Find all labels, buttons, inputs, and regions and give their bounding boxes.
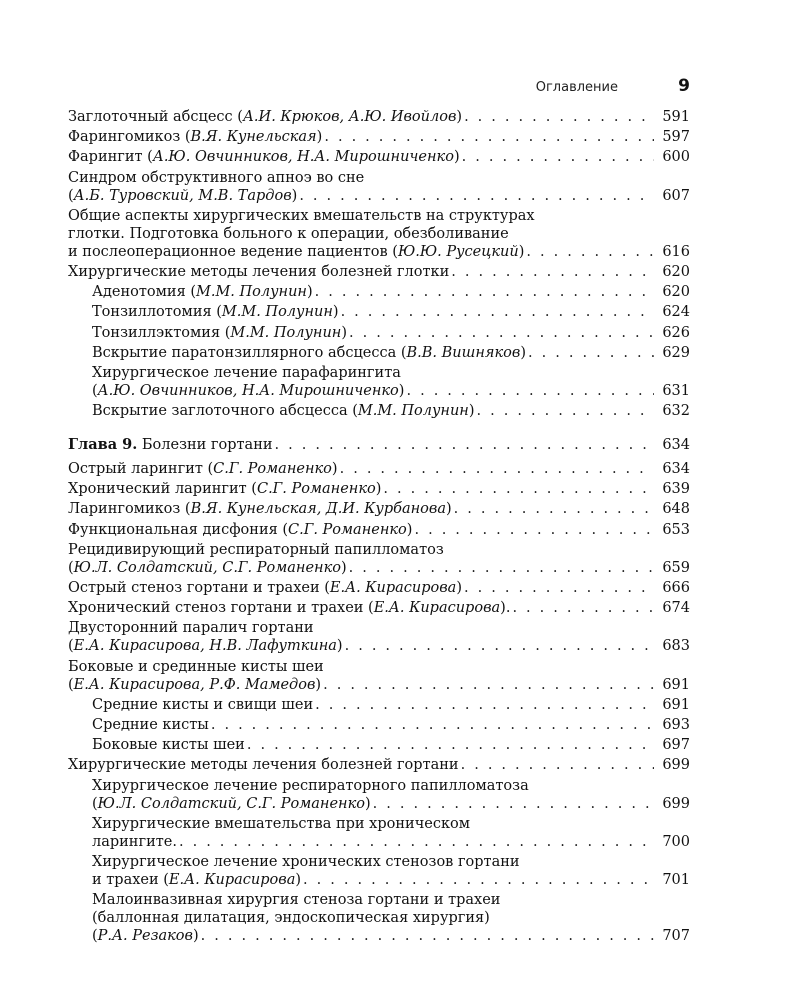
toc-entry-title bbox=[68, 559, 347, 577]
toc-entry-title bbox=[68, 637, 343, 655]
toc-subentry bbox=[68, 283, 690, 301]
toc-entry-text: Заглоточный абсцесс ( bbox=[68, 109, 243, 125]
toc-entry-title-line: Хирургические вмешательства при хроническом bbox=[92, 815, 471, 832]
toc-page-number: 634 bbox=[662, 461, 690, 478]
toc-entry-text: Средние кисты bbox=[92, 716, 209, 733]
running-header bbox=[68, 76, 690, 108]
toc-entry-text: Фарингомикоз ( bbox=[68, 129, 191, 146]
toc-entry-text-end: ) bbox=[518, 243, 525, 260]
toc-entry-title bbox=[92, 283, 313, 301]
toc-entry-text-end: ) bbox=[316, 129, 323, 146]
toc-entry-title bbox=[92, 716, 209, 734]
toc-entry-authors: В.Я. Кунельская, Д.И. Курбанова bbox=[190, 501, 446, 518]
toc-entry-title bbox=[68, 521, 412, 539]
toc-entry-text-end: ) bbox=[456, 580, 462, 596]
toc-entry bbox=[68, 263, 690, 281]
toc-entry-title bbox=[92, 324, 347, 342]
toc-entry-text-end: ) bbox=[453, 149, 460, 166]
toc-page-number: 674 bbox=[662, 600, 690, 617]
toc-page-number: 693 bbox=[662, 716, 690, 733]
toc-page-number: 624 bbox=[662, 304, 690, 321]
dot-leader bbox=[299, 187, 654, 205]
dot-leader bbox=[341, 303, 654, 321]
toc-subentry bbox=[68, 891, 690, 945]
toc-page-number: 683 bbox=[662, 638, 690, 655]
toc-entry-text: Острый стеноз гортани и трахеи ( bbox=[68, 580, 330, 596]
toc-entry-text: ларингите. bbox=[92, 833, 177, 850]
toc-entry-authors: М.М. Полунин bbox=[230, 324, 342, 341]
toc-entry-text-end: ). bbox=[500, 600, 511, 617]
toc-entry-text: ( bbox=[68, 187, 74, 204]
toc-entry-text-end: ) bbox=[336, 638, 343, 655]
toc-entry-authors: М.М. Полунин bbox=[221, 304, 333, 321]
toc-entry-text: Хирургические методы лечения болезней гортани bbox=[68, 757, 459, 774]
toc-subentry bbox=[68, 364, 690, 400]
dot-leader bbox=[315, 696, 654, 714]
toc-entry-text: Вскрытие паратонзиллярного абсцесса ( bbox=[92, 344, 407, 361]
toc-page-number: 600 bbox=[662, 149, 690, 166]
toc-entry-title bbox=[68, 599, 510, 617]
toc-entry-text: Острый ларингит ( bbox=[68, 461, 214, 478]
toc-page-number: 699 bbox=[662, 757, 690, 774]
toc-entry-text-end: ) bbox=[445, 501, 452, 518]
toc-subentry bbox=[68, 736, 690, 754]
toc-entry-authors: В.В. Вишняков bbox=[406, 344, 521, 361]
toc-entry-title bbox=[68, 460, 338, 478]
toc-page-number: 620 bbox=[662, 284, 690, 301]
toc-entry-title-line: (баллонная дилатация, эндоскопическая хирургия) bbox=[92, 910, 490, 927]
toc-page-number: 616 bbox=[662, 243, 690, 260]
toc-entry-title bbox=[92, 736, 245, 754]
toc-page-number: 648 bbox=[662, 501, 690, 518]
toc-page-number: 597 bbox=[662, 129, 690, 146]
toc-page-number: 700 bbox=[662, 833, 690, 850]
dot-leader bbox=[451, 263, 654, 281]
toc-entry-text: Фарингит ( bbox=[68, 149, 153, 166]
dot-leader bbox=[512, 599, 654, 617]
toc-subentry bbox=[68, 853, 690, 889]
toc-entry-title-line: Двусторонний паралич гортани bbox=[68, 620, 314, 637]
toc-entry-authors: Е.А. Кирасирова bbox=[168, 871, 296, 888]
dot-leader bbox=[179, 833, 654, 851]
toc-entry-text: ( bbox=[68, 638, 74, 655]
dot-leader bbox=[454, 500, 654, 518]
dot-leader bbox=[340, 460, 654, 478]
dot-leader bbox=[464, 108, 654, 126]
toc-entry-authors: Ю.Л. Солдатский, С.Г. Романенко bbox=[73, 559, 341, 576]
toc-page-number: 631 bbox=[662, 382, 690, 399]
toc-entry-text-end: ) bbox=[331, 461, 338, 478]
toc-entry bbox=[68, 541, 690, 577]
toc-page-number: 634 bbox=[662, 437, 690, 454]
toc-page-number: 659 bbox=[662, 559, 690, 576]
toc-page-number: 701 bbox=[662, 871, 690, 888]
toc-subentry bbox=[68, 402, 690, 420]
dot-leader bbox=[383, 480, 654, 498]
toc-entry-text: ( bbox=[92, 795, 98, 812]
toc-entry bbox=[68, 599, 690, 617]
toc-entry-text: Боковые кисты шеи bbox=[92, 737, 245, 754]
toc-entry-text-end: ) bbox=[406, 521, 413, 538]
toc-entry-text: и послеоперационное ведение пациентов ( bbox=[68, 243, 398, 260]
toc-entry-text: Средние кисты и свищи шеи bbox=[92, 696, 314, 713]
toc-entry-title bbox=[68, 148, 460, 166]
toc-entry-text: ( bbox=[68, 559, 74, 576]
dot-leader bbox=[211, 716, 654, 734]
toc-entry bbox=[68, 128, 690, 146]
dot-leader bbox=[462, 148, 654, 166]
toc-entry-text-end: ) bbox=[306, 284, 313, 301]
toc-entry-text: Тонзиллотомия ( bbox=[92, 304, 222, 321]
toc-page bbox=[68, 76, 690, 947]
toc-entry-text: и трахеи ( bbox=[92, 871, 169, 888]
toc-entry-title-line: Рецидивирующий респираторный папилломатоз bbox=[68, 541, 444, 558]
toc-entry-title-line: Синдром обструктивного апноэ во сне bbox=[68, 169, 365, 186]
dot-leader bbox=[315, 283, 654, 301]
toc-entry-text-end: ) bbox=[364, 795, 371, 812]
dot-leader bbox=[526, 243, 654, 261]
dot-leader bbox=[247, 736, 654, 754]
page-number: 9 bbox=[678, 76, 690, 96]
toc-entry-title bbox=[68, 756, 459, 774]
dot-leader bbox=[414, 521, 654, 539]
toc-entry-authors: А.И. Крюков, А.Ю. Ивойлов bbox=[242, 109, 457, 125]
toc-entry-authors: А.Ю. Овчинников, Н.А. Мирошниченко bbox=[152, 149, 454, 166]
toc-entry-title bbox=[68, 108, 462, 126]
toc-entry-authors: А.Ю. Овчинников, Н.А. Мирошниченко bbox=[97, 382, 399, 399]
toc-entry-text-end: ) bbox=[295, 871, 302, 888]
toc-entry bbox=[68, 148, 690, 166]
toc-entry-title bbox=[92, 382, 404, 400]
toc-entry bbox=[68, 500, 690, 518]
toc-entry-title-line: Хирургическое лечение парафарингита bbox=[92, 364, 401, 381]
toc-entry-title bbox=[92, 344, 526, 362]
toc-entry bbox=[68, 521, 690, 539]
table-of-contents bbox=[68, 108, 690, 945]
toc-entry bbox=[68, 169, 690, 205]
toc-page-number: 691 bbox=[662, 676, 690, 693]
toc-entry bbox=[68, 460, 690, 478]
dot-leader bbox=[528, 344, 654, 362]
toc-entry bbox=[68, 619, 690, 655]
toc-entry-text: Аденотомия ( bbox=[92, 284, 196, 301]
toc-entry bbox=[68, 658, 690, 694]
toc-entry-title bbox=[92, 303, 339, 321]
toc-entry-title bbox=[92, 871, 301, 889]
toc-entry-text: Хронический стеноз гортани и трахеи ( bbox=[68, 600, 374, 617]
toc-page-number: 653 bbox=[662, 521, 690, 538]
toc-entry-authors: Е.А. Кирасирова bbox=[329, 580, 457, 596]
dot-leader bbox=[324, 128, 654, 146]
toc-entry-text-end: ) bbox=[340, 559, 347, 576]
toc-entry-text: Функциональная дисфония ( bbox=[68, 521, 289, 538]
toc-entry-text: Болезни гортани bbox=[137, 437, 273, 454]
dot-leader bbox=[349, 559, 654, 577]
dot-leader bbox=[477, 402, 654, 420]
toc-entry-authors: А.Б. Туровский, М.В. Тардов bbox=[73, 187, 292, 204]
toc-entry-title bbox=[68, 243, 524, 261]
toc-entry-text: Вскрытие заглоточного абсцесса ( bbox=[92, 403, 358, 420]
toc-entry-authors: Р.А. Резаков bbox=[97, 928, 193, 945]
toc-page-number: 591 bbox=[662, 109, 690, 125]
toc-entry-title-line: Боковые и срединные кисты шеи bbox=[68, 658, 324, 675]
toc-page-number: 629 bbox=[662, 344, 690, 361]
toc-subentry bbox=[68, 303, 690, 321]
toc-entry-title-line: глотки. Подготовка больного к операции, обезболивание bbox=[68, 225, 509, 242]
toc-entry-title bbox=[68, 187, 297, 205]
toc-page-number: 620 bbox=[662, 263, 690, 280]
toc-entry-text: Ларингомикоз ( bbox=[68, 501, 191, 518]
toc-entry-title bbox=[68, 128, 322, 146]
chapter-label: Глава 9. bbox=[68, 436, 138, 454]
toc-entry-title-line: Хирургическое лечение респираторного папилломатоза bbox=[92, 777, 529, 794]
toc-entry-title bbox=[68, 579, 462, 597]
toc-entry-title bbox=[68, 480, 381, 498]
toc-entry-text: Хирургические методы лечения болезней глотки bbox=[68, 263, 450, 280]
toc-entry bbox=[68, 579, 690, 597]
toc-entry-title bbox=[68, 500, 452, 518]
toc-entry-authors: М.М. Полунин bbox=[357, 403, 469, 420]
toc-entry-authors: В.Я. Кунельская bbox=[190, 129, 317, 146]
toc-entry-title-line: Общие аспекты хирургических вмешательств на структурах bbox=[68, 207, 535, 224]
toc-entry-text-end: ) bbox=[192, 928, 199, 945]
toc-entry-text-end: ) bbox=[456, 109, 463, 125]
toc-entry bbox=[68, 756, 690, 774]
toc-entry-text-end: ) bbox=[520, 344, 527, 361]
toc-entry-title-line: Хирургическое лечение хронических стенозов гортани bbox=[92, 853, 520, 870]
toc-page-number: 639 bbox=[662, 481, 690, 498]
toc-entry-text: ( bbox=[92, 382, 98, 399]
toc-page-number: 697 bbox=[662, 737, 690, 754]
dot-leader bbox=[275, 436, 654, 454]
toc-entry-text-end: ) bbox=[332, 304, 339, 321]
toc-entry-text-end: ) bbox=[341, 324, 348, 341]
toc-subentry bbox=[68, 716, 690, 734]
toc-page-number: 707 bbox=[662, 928, 690, 945]
toc-entry-title bbox=[92, 795, 371, 813]
dot-leader bbox=[464, 579, 654, 597]
toc-entry-authors: С.Г. Романенко bbox=[288, 521, 407, 538]
toc-chapter-entry bbox=[68, 436, 690, 454]
toc-page-number: 632 bbox=[662, 403, 690, 420]
toc-subentry bbox=[68, 324, 690, 342]
toc-entry-authors: С.Г. Романенко bbox=[213, 461, 332, 478]
dot-leader bbox=[303, 871, 654, 889]
dot-leader bbox=[349, 324, 654, 342]
dot-leader bbox=[345, 637, 654, 655]
toc-entry-title bbox=[68, 263, 449, 281]
toc-entry-text: ( bbox=[68, 676, 74, 693]
toc-entry-title bbox=[92, 402, 475, 420]
toc-entry-authors: Ю.Л. Солдатский, С.Г. Романенко bbox=[97, 795, 365, 812]
toc-subentry bbox=[68, 815, 690, 851]
toc-page-number: 626 bbox=[662, 324, 690, 341]
toc-entry-text: Хронический ларингит ( bbox=[68, 481, 257, 498]
toc-entry bbox=[68, 480, 690, 498]
dot-leader bbox=[373, 795, 654, 813]
toc-entry-text-end: ) bbox=[398, 382, 405, 399]
toc-entry bbox=[68, 108, 690, 126]
toc-entry-text-end: ) bbox=[375, 481, 382, 498]
toc-subentry bbox=[68, 344, 690, 362]
dot-leader bbox=[201, 927, 654, 945]
toc-entry-text: Тонзиллэктомия ( bbox=[92, 324, 231, 341]
toc-entry-title bbox=[92, 696, 313, 714]
toc-entry-authors: М.М. Полунин bbox=[196, 284, 307, 301]
toc-entry bbox=[68, 207, 690, 261]
dot-leader bbox=[323, 676, 654, 694]
toc-page-number: 699 bbox=[662, 795, 690, 812]
toc-entry-authors: С.Г. Романенко bbox=[256, 481, 376, 498]
toc-entry-text: ( bbox=[92, 928, 98, 945]
section-title: Оглавление bbox=[535, 80, 618, 95]
toc-entry-authors: Е.А. Кирасирова, Р.Ф. Мамедов bbox=[73, 676, 316, 693]
toc-entry-text-end: ) bbox=[468, 403, 475, 420]
dot-leader bbox=[461, 756, 654, 774]
toc-entry-text-end: ) bbox=[291, 187, 298, 204]
toc-entry-authors: Е.А. Кирасирова, Н.В. Лафуткина bbox=[73, 638, 337, 655]
toc-entry-title bbox=[92, 927, 199, 945]
toc-entry-title bbox=[68, 676, 321, 694]
toc-page-number: 607 bbox=[662, 187, 690, 204]
toc-subentry bbox=[68, 696, 690, 714]
toc-entry-title-line: Малоинвазивная хирургия стеноза гортани и трахеи bbox=[92, 892, 501, 909]
toc-page-number: 666 bbox=[662, 580, 690, 596]
toc-subentry bbox=[68, 777, 690, 813]
toc-entry-title bbox=[68, 436, 273, 454]
toc-page-number: 691 bbox=[662, 696, 690, 713]
dot-leader bbox=[406, 382, 654, 400]
toc-entry-title bbox=[92, 833, 177, 851]
toc-entry-text-end: ) bbox=[315, 676, 322, 693]
toc-entry-authors: Е.А. Кирасирова bbox=[373, 600, 501, 617]
toc-entry-authors: Ю.Ю. Русецкий bbox=[397, 243, 519, 260]
